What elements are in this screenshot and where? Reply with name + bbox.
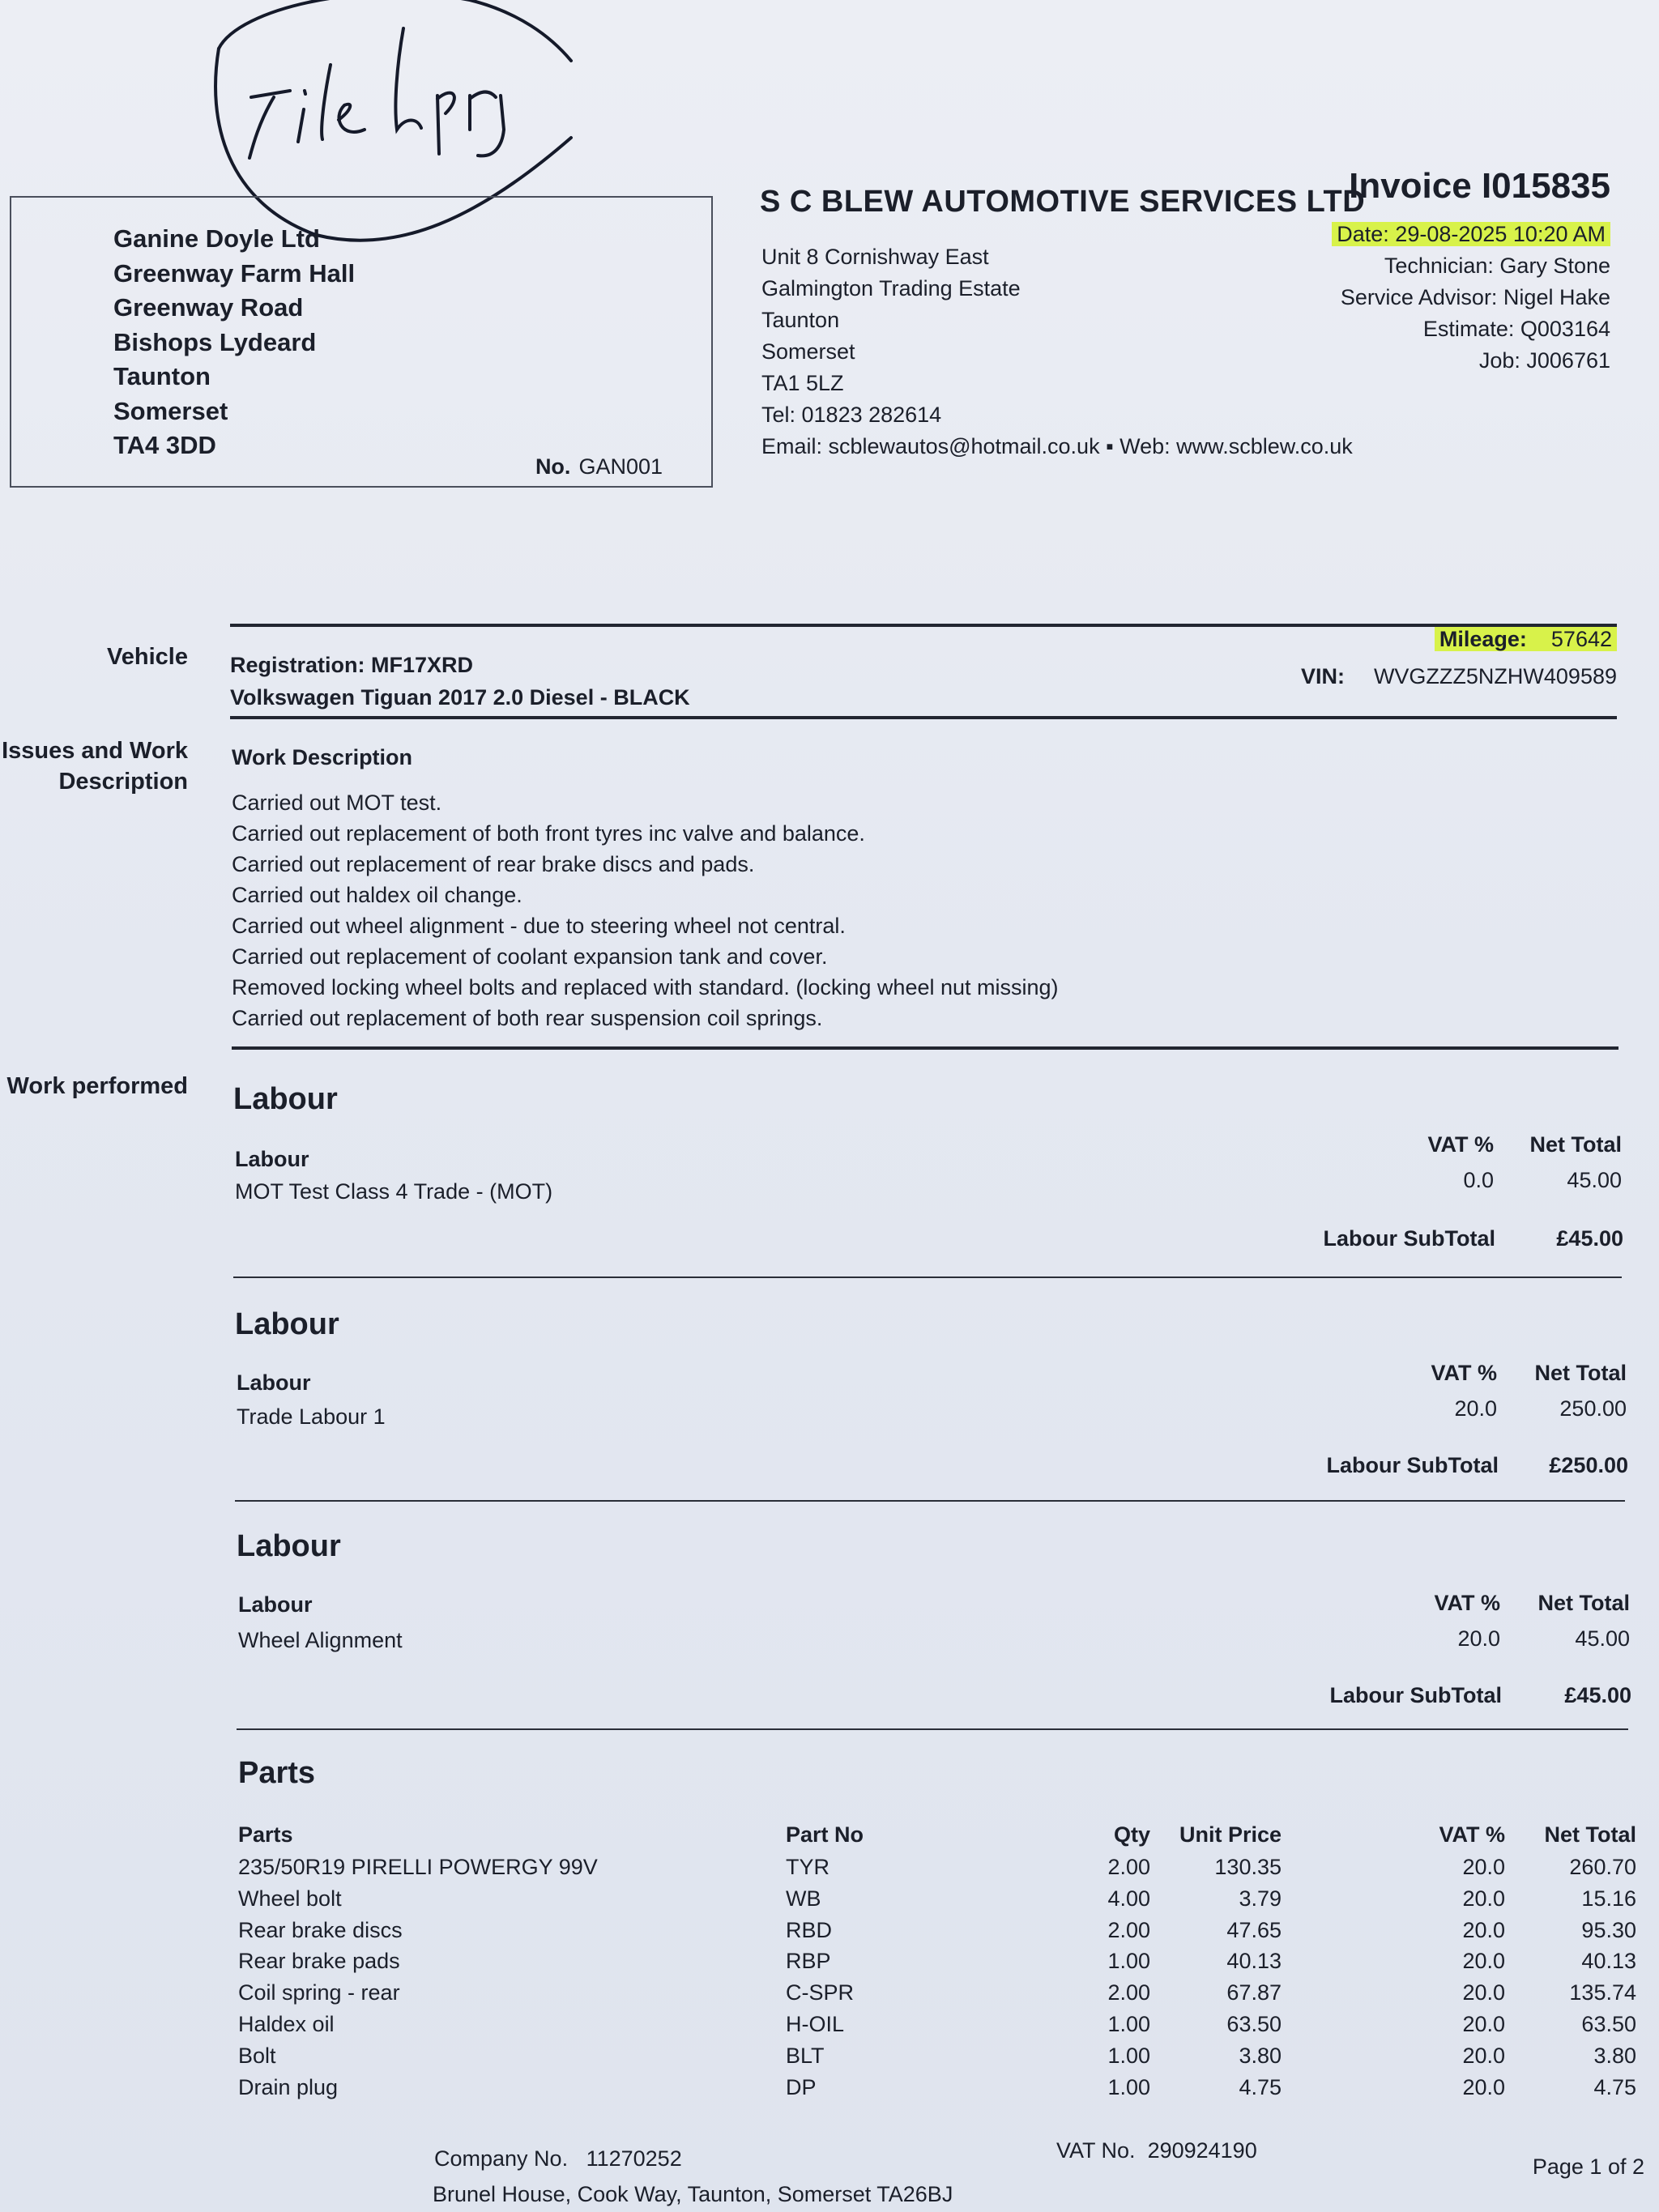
part-name: Bolt bbox=[238, 2043, 276, 2068]
company-address-line: Taunton bbox=[761, 308, 840, 332]
part-vat: 20.0 bbox=[1462, 2012, 1505, 2036]
company-no-value: 11270252 bbox=[586, 2146, 682, 2171]
part-no-col-header: Part No bbox=[786, 1822, 864, 1847]
vin-label: VIN: bbox=[1300, 664, 1345, 688]
footer-address: Brunel House, Cook Way, Taunton, Somerset TA26BJ bbox=[433, 2182, 953, 2206]
part-unit-price: 63.50 bbox=[1226, 2012, 1282, 2036]
part-net-total: 40.13 bbox=[1581, 1949, 1636, 1974]
part-unit-price: 3.79 bbox=[1239, 1886, 1282, 1911]
parts-row bbox=[0, 2044, 1659, 2074]
customer-number bbox=[535, 454, 663, 479]
part-qty: 1.00 bbox=[1107, 1949, 1150, 1974]
divider bbox=[230, 716, 1617, 719]
divider bbox=[237, 1728, 1628, 1730]
part-name: Coil spring - rear bbox=[238, 1980, 400, 2005]
part-unit-price: 4.75 bbox=[1239, 2074, 1282, 2099]
part-qty: 4.00 bbox=[1107, 1886, 1150, 1911]
labour-subtotal-label: Labour SubTotal bbox=[1323, 1226, 1495, 1251]
parts-row bbox=[0, 2012, 1659, 2043]
labour-subtotal: £45.00 bbox=[1556, 1226, 1623, 1251]
labour-column-label: Labour bbox=[238, 1592, 313, 1617]
part-number: RBP bbox=[786, 1949, 831, 1974]
work-description-line: Carried out haldex oil change. bbox=[232, 883, 522, 907]
labour-subtotal-label: Labour SubTotal bbox=[1326, 1453, 1499, 1477]
customer-address-box bbox=[10, 196, 713, 488]
parts-header-row bbox=[0, 1822, 1659, 1853]
part-qty: 1.00 bbox=[1107, 2043, 1150, 2068]
part-name: Wheel bolt bbox=[238, 1886, 342, 1911]
labour-net-header: Net Total bbox=[1529, 1132, 1622, 1157]
part-name: Rear brake pads bbox=[238, 1949, 400, 1974]
parts-row bbox=[0, 2075, 1659, 2106]
vin-value: WVGZZZ5NZHW409589 bbox=[1373, 664, 1617, 688]
part-number: C-SPR bbox=[786, 1980, 855, 2005]
part-number: BLT bbox=[786, 2043, 825, 2068]
parts-row bbox=[0, 1980, 1659, 2011]
vehicle-mileage bbox=[1435, 627, 1617, 652]
work-description-line: Carried out wheel alignment - due to steering wheel not central. bbox=[232, 914, 846, 938]
part-net-total: 135.74 bbox=[1569, 1980, 1636, 2005]
part-qty: 2.00 bbox=[1107, 1855, 1150, 1879]
company-phone: Tel: 01823 282614 bbox=[761, 403, 942, 427]
customer-address-line: Greenway Farm Hall bbox=[113, 258, 356, 288]
work-description-list bbox=[232, 787, 1059, 1034]
invoice-technician: Technician: Gary Stone bbox=[1384, 254, 1610, 278]
part-net-total: 63.50 bbox=[1581, 2012, 1636, 2036]
work-description-line: Carried out replacement of coolant expansion tank and cover. bbox=[232, 944, 828, 969]
part-vat: 20.0 bbox=[1462, 2074, 1505, 2099]
company-no-label: Company No. bbox=[434, 2146, 569, 2171]
labour-vat: 20.0 bbox=[1457, 1626, 1500, 1651]
labour-net-total: 45.00 bbox=[1575, 1626, 1630, 1651]
company-address-line: Somerset bbox=[761, 339, 855, 364]
parts-row bbox=[0, 1949, 1659, 1980]
part-vat: 20.0 bbox=[1462, 2043, 1505, 2068]
footer-company-no bbox=[434, 2146, 682, 2172]
labour-vat: 0.0 bbox=[1463, 1168, 1494, 1192]
labour-net-total: 250.00 bbox=[1559, 1396, 1627, 1421]
vat-no-value: 290924190 bbox=[1147, 2138, 1257, 2163]
customer-address-line: Greenway Road bbox=[113, 293, 304, 322]
invoice-service-advisor: Service Advisor: Nigel Hake bbox=[1340, 285, 1610, 309]
company-address-line: TA1 5LZ bbox=[761, 371, 844, 395]
labour-vat-header: VAT % bbox=[1434, 1591, 1500, 1615]
customer-address-line: Bishops Lydeard bbox=[113, 327, 317, 356]
labour-column-label: Labour bbox=[235, 1147, 309, 1171]
labour-description: Trade Labour 1 bbox=[237, 1404, 386, 1429]
issues-section-label: Issues and Work Description bbox=[2, 738, 188, 795]
part-net-total: 260.70 bbox=[1569, 1855, 1636, 1879]
vat-no-label: VAT No. bbox=[1056, 2138, 1136, 2163]
work-performed-label: Work performed bbox=[6, 1073, 188, 1099]
labour-vat-header: VAT % bbox=[1431, 1361, 1497, 1385]
part-number: H-OIL bbox=[786, 2012, 845, 2036]
labour-description: MOT Test Class 4 Trade - (MOT) bbox=[235, 1179, 553, 1204]
work-description-line: Carried out replacement of both rear suspension coil springs. bbox=[232, 1006, 823, 1030]
divider bbox=[230, 624, 1617, 627]
labour-subtotal: £45.00 bbox=[1564, 1683, 1631, 1707]
part-vat: 20.0 bbox=[1462, 1886, 1505, 1911]
labour-subtotal: £250.00 bbox=[1549, 1453, 1628, 1477]
parts-row bbox=[0, 1918, 1659, 1949]
vehicle-vin bbox=[1301, 664, 1617, 689]
part-name: Drain plug bbox=[238, 2074, 339, 2099]
labour-description: Wheel Alignment bbox=[238, 1628, 403, 1652]
work-description-line: Removed locking wheel bolts and replaced with standard. (locking wheel nut missing) bbox=[232, 975, 1059, 999]
part-vat: 20.0 bbox=[1462, 1855, 1505, 1879]
invoice-meta bbox=[1332, 219, 1610, 377]
part-qty: 1.00 bbox=[1107, 2012, 1150, 2036]
part-net-total: 15.16 bbox=[1581, 1886, 1636, 1911]
invoice-date: Date: 29-08-2025 10:20 AM bbox=[1332, 222, 1610, 246]
customer-number-label: No. bbox=[535, 454, 571, 479]
vehicle-model: Volkswagen Tiguan 2017 2.0 Diesel - BLACK bbox=[230, 685, 690, 710]
part-qty: 1.00 bbox=[1107, 2074, 1150, 2099]
work-description-line: Carried out MOT test. bbox=[232, 791, 442, 815]
invoice-job: Job: J006761 bbox=[1478, 348, 1610, 373]
unit-price-col-header: Unit Price bbox=[1179, 1822, 1282, 1847]
parts-heading: Parts bbox=[238, 1756, 316, 1790]
company-address-line: Unit 8 Cornishway East bbox=[761, 245, 989, 269]
vehicle-registration: Registration: MF17XRD bbox=[230, 653, 474, 677]
part-unit-price: 3.80 bbox=[1239, 2043, 1282, 2068]
part-qty: 2.00 bbox=[1107, 1917, 1150, 1942]
customer-address bbox=[113, 222, 355, 463]
labour-column-label: Labour bbox=[237, 1370, 311, 1395]
invoice-estimate: Estimate: Q003164 bbox=[1422, 317, 1610, 341]
customer-number-value: GAN001 bbox=[578, 454, 663, 479]
work-description-line: Carried out replacement of rear brake discs and pads. bbox=[232, 852, 755, 876]
part-number: RBD bbox=[786, 1917, 833, 1942]
part-name: 235/50R19 PIRELLI POWERGY 99V bbox=[238, 1855, 598, 1879]
company-email-web: Email: scblewautos@hotmail.co.uk ▪ Web: www.scblew.co.uk bbox=[761, 434, 1353, 458]
labour-net-header: Net Total bbox=[1537, 1591, 1630, 1615]
part-name: Haldex oil bbox=[238, 2012, 335, 2036]
page-number: Page 1 of 2 bbox=[1532, 2154, 1644, 2179]
part-unit-price: 67.87 bbox=[1226, 1980, 1282, 2005]
part-qty: 2.00 bbox=[1107, 1980, 1150, 2005]
part-vat: 20.0 bbox=[1462, 1949, 1505, 1974]
labour-heading: Labour bbox=[235, 1307, 339, 1341]
part-name: Rear brake discs bbox=[238, 1917, 403, 1942]
part-vat: 20.0 bbox=[1462, 1980, 1505, 2005]
labour-heading: Labour bbox=[233, 1082, 338, 1116]
part-vat: 20.0 bbox=[1462, 1917, 1505, 1942]
parts-row bbox=[0, 1855, 1659, 1886]
part-net-total: 95.30 bbox=[1581, 1917, 1636, 1942]
qty-col-header: Qty bbox=[1113, 1822, 1150, 1847]
labour-net-header: Net Total bbox=[1534, 1361, 1627, 1385]
footer-vat-no bbox=[1056, 2138, 1257, 2163]
part-unit-price: 47.65 bbox=[1226, 1917, 1282, 1942]
vat-col-header: VAT % bbox=[1439, 1822, 1505, 1847]
part-unit-price: 130.35 bbox=[1214, 1855, 1282, 1879]
labour-net-total: 45.00 bbox=[1567, 1168, 1622, 1192]
divider bbox=[235, 1500, 1625, 1502]
part-number: TYR bbox=[786, 1855, 830, 1879]
vehicle-section-label: Vehicle bbox=[107, 644, 188, 670]
invoice-title: Invoice I015835 bbox=[1349, 166, 1610, 206]
labour-subtotal-label: Labour SubTotal bbox=[1329, 1683, 1502, 1707]
company-address bbox=[761, 241, 1353, 462]
part-number: DP bbox=[786, 2074, 817, 2099]
part-net-total: 3.80 bbox=[1593, 2043, 1636, 2068]
labour-vat: 20.0 bbox=[1454, 1396, 1497, 1421]
labour-heading: Labour bbox=[237, 1529, 341, 1563]
customer-address-line: Somerset bbox=[113, 396, 228, 425]
parts-col-header: Parts bbox=[238, 1822, 293, 1847]
divider bbox=[233, 1276, 1622, 1278]
labour-vat-header: VAT % bbox=[1427, 1132, 1494, 1157]
customer-name: Ganine Doyle Ltd bbox=[113, 224, 320, 253]
mileage-label: Mileage: bbox=[1439, 627, 1527, 651]
customer-postcode: TA4 3DD bbox=[113, 431, 216, 459]
part-number: WB bbox=[786, 1886, 821, 1911]
work-description-title: Work Description bbox=[232, 745, 413, 769]
part-net-total: 4.75 bbox=[1593, 2074, 1636, 2099]
company-address-line: Galmington Trading Estate bbox=[761, 276, 1021, 300]
net-total-col-header: Net Total bbox=[1544, 1822, 1636, 1847]
work-description-line: Carried out replacement of both front tyres inc valve and balance. bbox=[232, 821, 865, 846]
customer-address-line: Taunton bbox=[113, 362, 211, 390]
divider bbox=[232, 1046, 1618, 1050]
part-unit-price: 40.13 bbox=[1226, 1949, 1282, 1974]
company-name: S C BLEW AUTOMOTIVE SERVICES LTD bbox=[760, 185, 1366, 219]
mileage-value: 57642 bbox=[1550, 627, 1612, 651]
parts-row bbox=[0, 1886, 1659, 1917]
